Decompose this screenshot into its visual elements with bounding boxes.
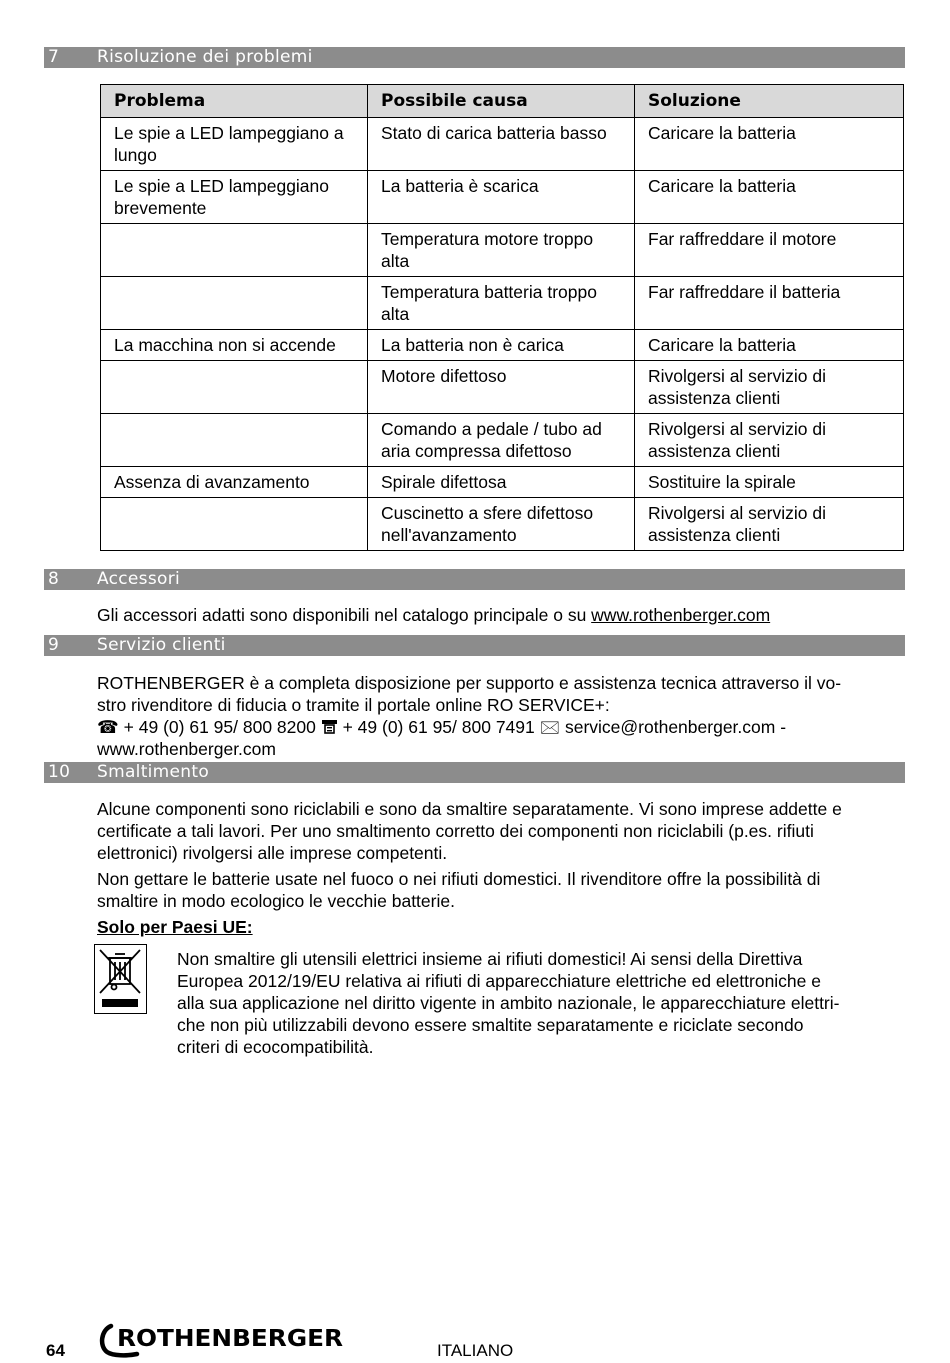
text-line: certificate a tali lavori. Per uno smaltimento corretto dei componenti non riciclabili (p.es. rifiuti (97, 821, 814, 841)
section-number: 8 (48, 569, 60, 589)
table-cell: La batteria non è carica (368, 330, 635, 361)
fax-number: + 49 (0) 61 95/ 800 7491 (337, 717, 540, 737)
section-title: Smaltimento (97, 762, 210, 782)
table-cell: Caricare la batteria (635, 330, 904, 361)
text-line: Non gettare le batterie usate nel fuoco o nei rifiuti domestici. Il rivenditore offre la possibilità di (97, 869, 821, 889)
contact-line (97, 716, 905, 738)
column-header: Problema (101, 85, 368, 118)
table-cell: La macchina non si accende (101, 330, 368, 361)
table-row (101, 467, 904, 498)
fax-icon (321, 717, 338, 737)
svg-text:ROTHENBERGER: ROTHENBERGER (117, 1326, 344, 1352)
text-line: che non più utilizzabili devono essere smaltite separatamente e riciclate secondo (177, 1015, 804, 1035)
column-header: Soluzione (635, 85, 904, 118)
table-cell: Stato di carica batteria basso (368, 118, 635, 171)
table-row (101, 414, 904, 467)
section-9-header (44, 635, 905, 656)
page-number: 64 (46, 1341, 65, 1360)
table-cell: Sostituire la spirale (635, 467, 904, 498)
disposal-paragraph-1 (97, 798, 905, 864)
text-line: criteri di ecocompatibilità. (177, 1037, 374, 1057)
table-cell: Caricare la batteria (635, 171, 904, 224)
table-row (101, 224, 904, 277)
website-text[interactable]: www.rothenberger.com (97, 739, 276, 759)
table-cell: Far raffreddare il batteria (635, 277, 904, 330)
table-cell: Le spie a LED lampeggiano a lungo (101, 118, 368, 171)
text-line: elettronici) rivolgersi alle imprese competenti. (97, 843, 448, 863)
accessories-text: Gli accessori adatti sono disponibili nel catalogo principale o su (97, 605, 592, 625)
eu-paragraph (177, 948, 905, 1058)
table-row (101, 361, 904, 414)
section-number: 10 (48, 762, 71, 782)
table-row (101, 330, 904, 361)
text-line: Non smaltire gli utensili elettrici insieme ai rifiuti domestici! Ai sensi della Direttiva (177, 949, 803, 969)
rothenberger-logo (97, 1322, 347, 1363)
table-cell: Assenza di avanzamento (101, 467, 368, 498)
section-title: Risoluzione dei problemi (97, 47, 313, 67)
table-row (101, 118, 904, 171)
table-cell (101, 498, 368, 551)
table-cell (101, 277, 368, 330)
section-title: Servizio clienti (97, 635, 226, 655)
table-cell: Temperatura motore troppo alta (368, 224, 635, 277)
phone-number: + 49 (0) 61 95/ 800 8200 (118, 717, 321, 737)
service-line: stro rivenditore di fiducia o tramite il portale online RO SERVICE+: (97, 695, 610, 715)
table-cell (101, 361, 368, 414)
email-address[interactable]: service@rothenberger.com - (560, 717, 787, 737)
section-title: Accessori (97, 569, 181, 589)
table-cell: Motore difettoso (368, 361, 635, 414)
service-line: ROTHENBERGER è a completa disposizione per supporto e assistenza tecnica attraverso il vo- (97, 673, 842, 693)
table-cell: Spirale difettosa (368, 467, 635, 498)
table-row (101, 171, 904, 224)
section-8-header (44, 569, 905, 590)
section-10-header (44, 762, 905, 783)
table-cell: Caricare la batteria (635, 118, 904, 171)
table-cell: Cuscinetto a sfere difettoso nell'avanzamento (368, 498, 635, 551)
table-header-row (101, 85, 904, 118)
text-line: alla sua applicazione nel diritto vigente in ambito nazionale, le apparecchiature elettri- (177, 993, 840, 1013)
table-cell (101, 414, 368, 467)
table-row (101, 277, 904, 330)
service-paragraph (97, 672, 905, 760)
envelope-icon: 🖂 (539, 717, 561, 737)
website-link[interactable]: www.rothenberger.com (591, 605, 771, 625)
accessories-paragraph (97, 604, 905, 626)
table-cell: Le spie a LED lampeggiano brevemente (101, 171, 368, 224)
text-line: Alcune componenti sono riciclabili e sono da smaltire separatamente. Vi sono imprese addette e (97, 799, 842, 819)
table-cell: Rivolgersi al servizio di assistenza clienti (635, 361, 904, 414)
troubleshooting-table (100, 84, 904, 551)
table-cell: Temperatura batteria troppo alta (368, 277, 635, 330)
language-label: ITALIANO (437, 1341, 514, 1360)
text-line: Europea 2012/19/EU relativa ai rifiuti di apparecchiature elettriche ed elettroniche e (177, 971, 821, 991)
section-number: 9 (48, 635, 60, 655)
section-7-header (44, 47, 905, 68)
disposal-paragraph-2 (97, 868, 905, 912)
table-row (101, 498, 904, 551)
table-cell: Rivolgersi al servizio di assistenza clienti (635, 414, 904, 467)
table-cell: La batteria è scarica (368, 171, 635, 224)
phone-icon: ☎ (97, 717, 119, 737)
table-cell: Comando a pedale / tubo ad aria compressa difettoso (368, 414, 635, 467)
table-cell: Rivolgersi al servizio di assistenza clienti (635, 498, 904, 551)
column-header: Possibile causa (368, 85, 635, 118)
text-line: smaltire in modo ecologico le vecchie batterie. (97, 891, 455, 911)
section-number: 7 (48, 47, 60, 67)
crossed-out-bin-icon (94, 944, 147, 1014)
table-cell (101, 224, 368, 277)
table-cell: Far raffreddare il motore (635, 224, 904, 277)
eu-heading: Solo per Paesi UE: (97, 917, 253, 937)
